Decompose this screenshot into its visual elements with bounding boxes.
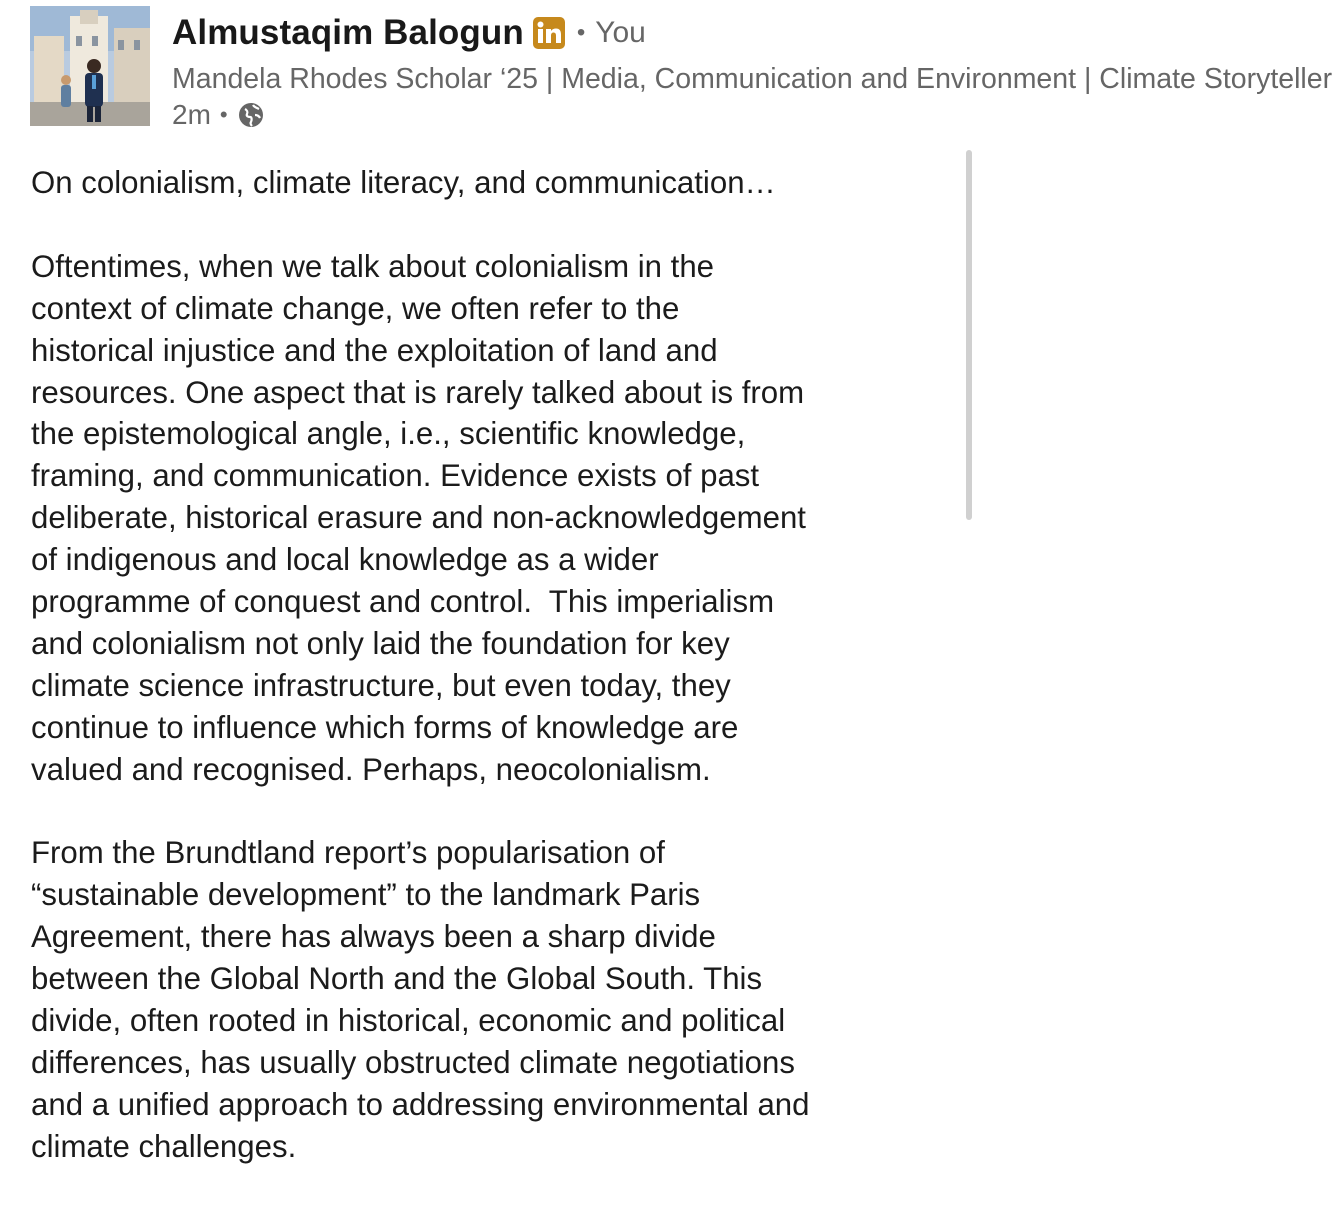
meta-separator-dot: • xyxy=(219,102,228,127)
globe-icon[interactable] xyxy=(238,102,264,128)
post-line: continue to influence which forms of knowledge are xyxy=(31,709,739,745)
post-line: and a unified approach to addressing environmental and xyxy=(31,1086,810,1122)
post-line: From the Brundtland report’s popularisation of xyxy=(31,835,665,871)
post-line: the epistemological angle, i.e., scientific knowledge, xyxy=(31,416,746,452)
post-paragraph-3 xyxy=(31,832,961,1167)
post-body xyxy=(31,162,961,1210)
linkedin-premium-icon xyxy=(533,17,565,49)
post-line: valued and recognised. Perhaps, neocolonialism. xyxy=(31,751,711,787)
post-line: resources. One aspect that is rarely talked about is from xyxy=(31,374,805,410)
post-line: divide, often rooted in historical, economic and political xyxy=(31,1003,786,1039)
post-line: “sustainable development” to the landmark Paris xyxy=(31,877,701,913)
post-line: On colonialism, climate literacy, and communication… xyxy=(31,165,776,200)
post-paragraph-1 xyxy=(31,162,961,204)
post-line: framing, and communication. Evidence exists of past xyxy=(31,458,760,494)
post-line: historical injustice and the exploitation of land and xyxy=(31,332,718,368)
post-line: programme of conquest and control. This imperialism xyxy=(31,584,775,620)
post-line: of indigenous and local knowledge as a wider xyxy=(31,542,659,578)
relation-label: You xyxy=(595,16,646,49)
author-headline[interactable]: Mandela Rhodes Scholar ‘25 | Media, Communication and Environment | Climate Storyteller xyxy=(172,63,1332,95)
post-line: and colonialism not only laid the foundation for key xyxy=(31,625,730,661)
post-line: deliberate, historical erasure and non-acknowledgement xyxy=(31,500,806,536)
post-line: differences, has usually obstructed climate negotiations xyxy=(31,1045,795,1080)
avatar-photo xyxy=(30,6,150,126)
post-header xyxy=(30,6,1332,130)
name-row xyxy=(172,10,960,56)
avatar[interactable] xyxy=(30,6,150,126)
post-line: Oftentimes, when we talk about colonialism in the xyxy=(31,248,715,284)
scrollbar[interactable] xyxy=(966,150,972,520)
post-time: 2m xyxy=(172,99,211,130)
post-line: context of climate change, we often refer to the xyxy=(31,290,680,326)
author-name[interactable]: Almustaqim Balogun xyxy=(172,13,524,52)
post-line: climate science infrastructure, but even today, they xyxy=(31,667,731,703)
post-line: Agreement, there has always been a sharp divide xyxy=(31,919,716,955)
post-paragraph-2 xyxy=(31,246,961,791)
post-meta xyxy=(172,98,960,132)
separator-dot: • xyxy=(576,19,586,46)
author-block xyxy=(172,10,1332,132)
post-line: climate challenges. xyxy=(31,1128,297,1164)
post-line: between the Global North and the Global South. This xyxy=(31,961,763,997)
